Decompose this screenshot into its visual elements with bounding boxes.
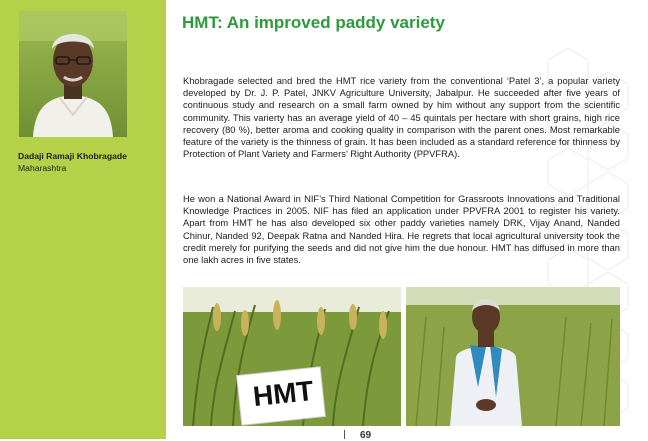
- portrait-image: [19, 11, 127, 137]
- sign-label: HMT: [251, 374, 316, 413]
- paddy-field-photo: [183, 287, 401, 426]
- footer-separator: [344, 430, 345, 439]
- article-paragraph-1: Khobragade selected and bred the HMT rice variety from the conventional ‘Patel 3’, a popular variety developed by Dr. J. P. Patel, JNKV Agriculture University, Jabalpur. He succeeded after five years of continuous study and research on a small farm owned by him without any support from the scientific community. This varierty has an average yield of 40 – 45 quintals per hectare with short grains, high rice recovery (80 %), better aroma and cooking quality in comparison with the parent ones. Most remarkable feature of the variety is the thinness of grain. It has been included as a standard reference for thinness by Protection of Plant Variety and Farmers’ Right Authority (PPVFRA).: [183, 76, 620, 160]
- farmer-in-field-photo: [406, 287, 620, 426]
- page-number: 69: [360, 430, 372, 441]
- sidebar-panel: [0, 0, 166, 439]
- portrait-photo: [19, 11, 127, 137]
- person-name: Dadaji Ramaji Khobragade: [18, 151, 127, 161]
- article-paragraph-2: He won a National Award in NIF’s Third National Competition for Grassroots Innovations and Traditional Knowledge Practices in 2005. NIF has filed an application under PPVFRA 2001 to register his variety. Apart from HMT he has also developed six other paddy varieties namely DRK, Vijay Anand, Nanded Chinur, Nanded 92, Deepak Ratna and Nanded Hira. He regrets that local agricultural university took the credit merely for purifying the seeds and did not give him the due honour. HMT has diffused in more than one lakh acres in five states.: [183, 194, 620, 266]
- article-title: HMT: An improved paddy variety: [182, 13, 445, 32]
- farmer-image: [406, 287, 620, 426]
- person-location: Maharashtra: [18, 163, 67, 173]
